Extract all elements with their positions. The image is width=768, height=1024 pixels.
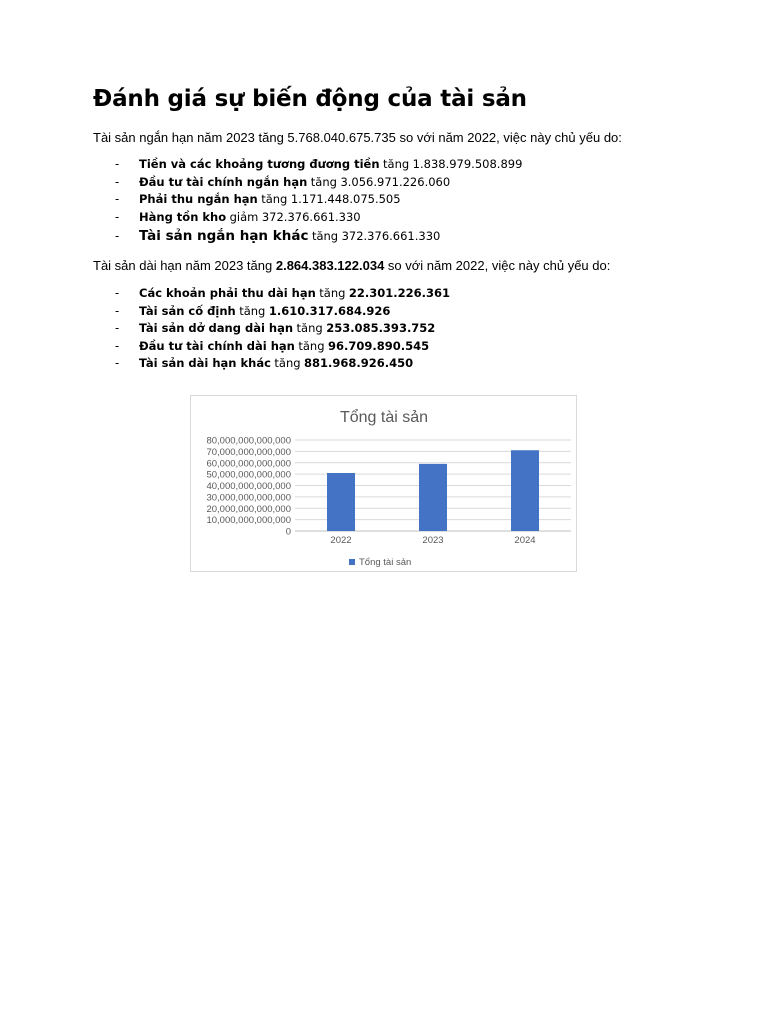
list-item: - Tiền và các khoảng tương đương tiền tăng 1.838.979.508.899: [115, 157, 523, 171]
y-tick-label: 0: [285, 526, 291, 538]
page-title: Đánh giá sự biến động của tài sản: [93, 86, 527, 112]
list-item: - Hàng tồn kho giảm 372.376.661.330: [115, 209, 361, 224]
list-item: - Phải thu ngắn hạn tăng 1.171.448.075.505: [115, 192, 401, 206]
list-item: - Các khoản phải thu dài hạn tăng 22.301.226.361: [115, 286, 451, 300]
short-term-intro: Tài sản ngắn hạn năm 2023 tăng 5.768.040.675.735 so với năm 2022, việc này chủ yếu do:: [93, 130, 622, 145]
legend-label: Tổng tài sản: [359, 557, 412, 568]
list-item: - Tài sản dở dang dài hạn tăng 253.085.393.752: [115, 321, 436, 335]
long-term-intro: Tài sản dài hạn năm 2023 tăng 2.864.383.122.034 so với năm 2022, việc này chủ yếu do:: [93, 258, 611, 273]
bar-2022: [327, 473, 355, 531]
list-item: - Tài sản dài hạn khác tăng 881.968.926.450: [115, 356, 414, 370]
x-tick-label: 2024: [514, 535, 536, 546]
total-assets-chart: [190, 395, 577, 572]
y-tick-label: 50,000,000,000,000: [206, 469, 291, 481]
legend-swatch: [349, 559, 355, 565]
short-term-list: [93, 156, 522, 246]
list-item: - Đầu tư tài chính ngắn hạn tăng 3.056.971.226.060: [115, 174, 451, 189]
bar-2023: [419, 464, 447, 531]
list-item: - Đầu tư tài chính dài hạn tăng 96.709.890.545: [115, 338, 430, 353]
y-tick-label: 40,000,000,000,000: [206, 481, 291, 492]
chart-canvas: [191, 396, 576, 571]
y-tick-label: 80,000,000,000,000: [206, 435, 291, 447]
x-tick-label: 2023: [422, 535, 444, 546]
list-item: - Tài sản cố định tăng 1.610.317.684.926: [115, 303, 391, 318]
x-tick-label: 2022: [330, 535, 352, 546]
list-item: - Tài sản ngắn hạn khác tăng 372.376.661.330: [115, 228, 441, 244]
chart-title: Tổng tài sản: [339, 409, 429, 426]
y-tick-label: 70,000,000,000,000: [206, 446, 291, 458]
long-term-list: [93, 285, 450, 373]
y-tick-label: 30,000,000,000,000: [206, 492, 291, 504]
y-tick-label: 10,000,000,000,000: [206, 515, 291, 527]
y-tick-label: 60,000,000,000,000: [206, 458, 291, 470]
bar-2024: [511, 450, 539, 531]
y-tick-label: 20,000,000,000,000: [206, 503, 291, 515]
